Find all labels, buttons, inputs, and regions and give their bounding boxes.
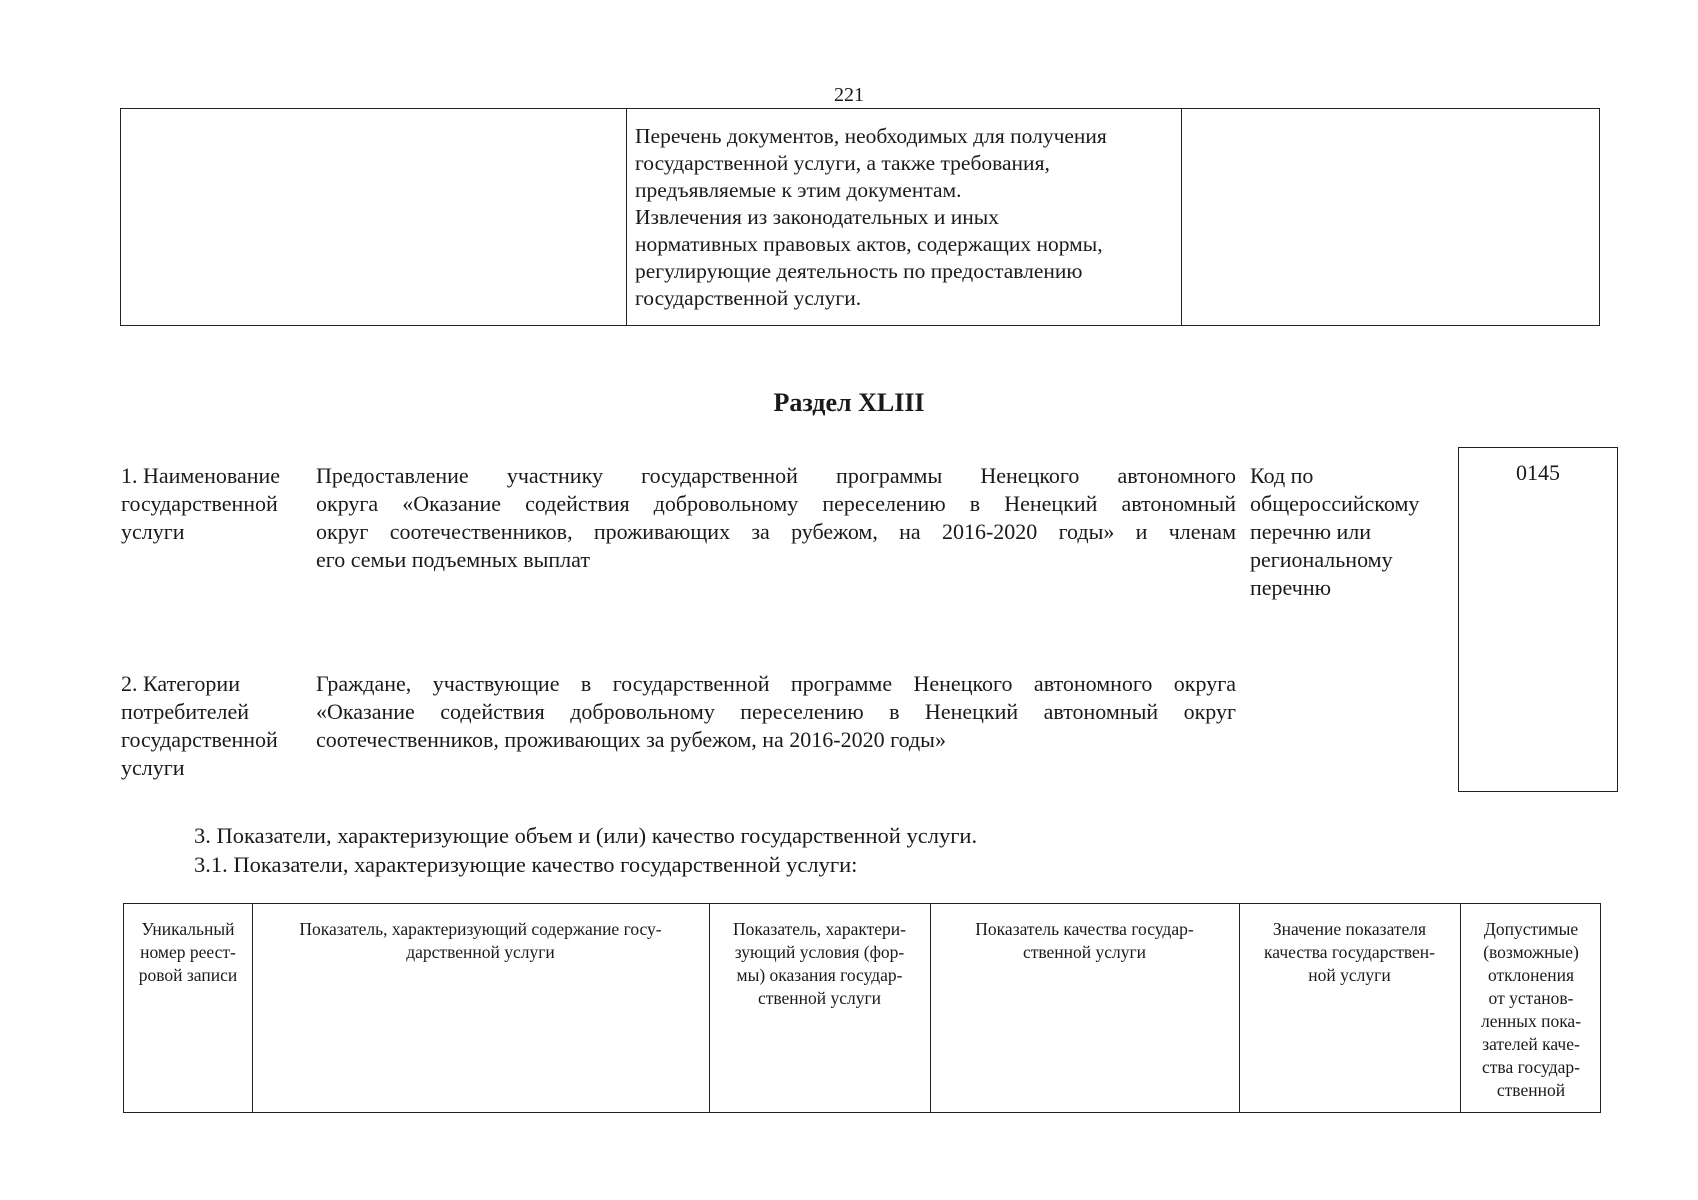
cell-line: нормативных правовых актов, содержащих нормы, — [635, 232, 1103, 256]
header-allowed-deviations — [1460, 918, 1602, 1102]
cell-line: государственной услуги. — [635, 286, 862, 310]
text-line: его семьи подъемных выплат — [316, 547, 590, 572]
header-unique-number — [124, 918, 252, 987]
label-line: перечню или — [1250, 519, 1372, 544]
header-line: ровой записи — [138, 965, 238, 985]
cell-line: Перечень документов, необходимых для получения — [635, 124, 1107, 148]
quality-indicators-table — [123, 903, 1601, 1113]
header-line: ственной услуги — [757, 988, 882, 1008]
label-line: перечню — [1250, 575, 1332, 600]
label-line: услуги — [121, 519, 185, 544]
label-line: государственной — [121, 491, 278, 516]
para-3: 3. Показатели, характеризующие объем и (или) качество государственной услуги. — [194, 823, 978, 848]
top-table — [120, 108, 1600, 326]
top-table-cell-text — [635, 123, 1175, 312]
code-value: 0145 — [1516, 460, 1560, 485]
header-line: ственной — [1496, 1080, 1566, 1100]
item2-label — [121, 670, 306, 782]
label-line: общероссийскому — [1250, 491, 1420, 516]
header-line: Допустимые — [1483, 919, 1579, 939]
cell-line: предъявляемые к этим документам. — [635, 178, 962, 202]
cell-line: государственной услуги, а также требования, — [635, 151, 1050, 175]
item1-label — [121, 462, 306, 546]
cell-line: Извлечения из законодательных и иных — [635, 205, 999, 229]
header-line: Показатель, характери- — [733, 919, 906, 939]
text-line: Граждане, участвующие в государственной программе Ненецкого автономного округа — [316, 671, 1236, 696]
text-line: соотечественников, проживающих за рубежом, на 2016-2020 годы» — [316, 727, 946, 752]
item1-text — [316, 462, 1236, 574]
header-conditions-indicator — [709, 918, 930, 1010]
text-line: округа «Оказание содействия добровольному переселению в Ненецкий автономный — [316, 491, 1236, 516]
header-quality-indicator — [930, 918, 1239, 964]
header-quality-value — [1239, 918, 1460, 987]
label-line: Код по — [1250, 463, 1314, 488]
header-line: зателей каче- — [1482, 1034, 1580, 1054]
page-number: 221 — [834, 84, 864, 106]
label-line: 1. Наименование — [121, 463, 281, 488]
header-line: Значение показателя — [1272, 919, 1427, 939]
header-content-indicator — [252, 918, 709, 964]
cell-line: регулирующие деятельность по предоставлению — [635, 259, 1083, 283]
header-line: дарственной услуги — [406, 942, 555, 962]
header-line: номер реест- — [140, 942, 236, 962]
header-line: отклонения — [1487, 965, 1575, 985]
header-line: Показатель, характеризующий содержание госу- — [299, 919, 662, 939]
header-line: ственной услуги — [1022, 942, 1147, 962]
header-line: (возможные) — [1483, 942, 1579, 962]
header-line: мы) оказания государ- — [736, 965, 903, 985]
label-line: 2. Категории — [121, 671, 240, 696]
section-title: Раздел XLIII — [773, 388, 925, 417]
header-line: Показатель качества государ- — [975, 919, 1194, 939]
code-box — [1458, 447, 1618, 792]
code-label — [1250, 462, 1450, 602]
text-line: округ соотечественников, проживающих за рубежом, на 2016-2020 годы» и членам — [316, 519, 1236, 544]
header-line: ной услуги — [1308, 965, 1391, 985]
header-line: зующий условия (фор- — [734, 942, 905, 962]
label-line: услуги — [121, 755, 185, 780]
item2-text — [316, 670, 1236, 754]
top-table-divider-1 — [626, 109, 627, 325]
text-line: Предоставление участнику государственной программы Ненецкого автономного — [316, 463, 1236, 488]
label-line: региональному — [1250, 547, 1393, 572]
header-line: от установ- — [1488, 988, 1574, 1008]
label-line: государственной — [121, 727, 278, 752]
header-line: ленных пока- — [1480, 1011, 1582, 1031]
text-line: «Оказание содействия добровольному переселению в Ненецкий автономный округ — [316, 699, 1236, 724]
header-line: Уникальный — [141, 919, 235, 939]
header-line: качества государствен- — [1264, 942, 1435, 962]
header-line: ства государ- — [1482, 1057, 1580, 1077]
label-line: потребителей — [121, 699, 249, 724]
top-table-divider-2 — [1181, 109, 1182, 325]
para-3-1: 3.1. Показатели, характеризующие качество государственной услуги: — [194, 852, 858, 877]
